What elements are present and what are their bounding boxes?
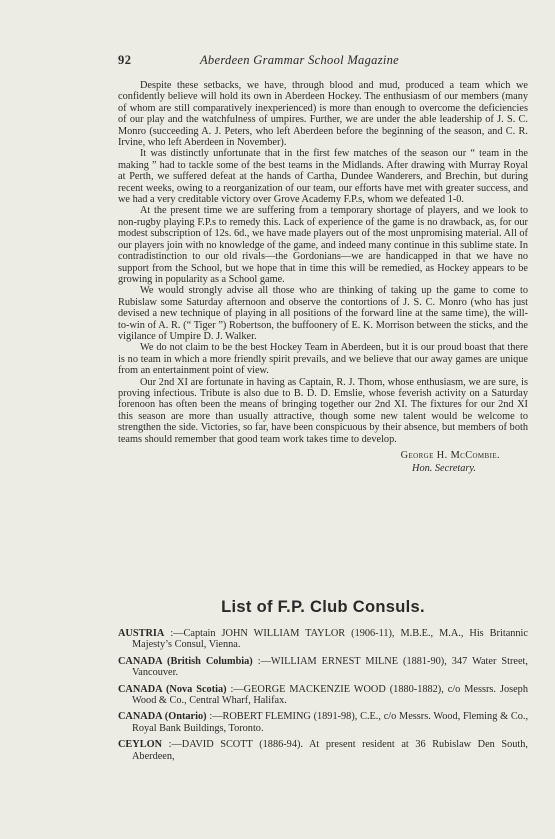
consul-details: :—Captain JOHN WILLIAM TAYLOR (1906-11), M.B.E., M.A., His Britannic Majesty’s Consul, Vienna. bbox=[132, 628, 528, 651]
list-item bbox=[118, 656, 528, 679]
paragraph: Our 2nd XI are fortunate in having as Captain, R. J. Thom, whose enthusiasm, we are sure, is proving infectious. Tribute is also due to B. D. D. Emslie, whose feverish activity on a Saturday forenoon has often been the means of bringing together our 2nd XI. The fixtures for our 2nd XI this season are more than usually attractive, though some new talent would be welcome to strengthen the side. Victories, so far, have been conspicuous by their absence, but members of both teams should remember that good team work takes time to develop. bbox=[118, 376, 528, 445]
list-item bbox=[118, 628, 528, 651]
magazine-title: Aberdeen Grammar School Magazine bbox=[200, 53, 400, 67]
consul-country: CANADA (British Columbia) bbox=[118, 655, 253, 667]
consul-details: :—GEORGE MACKENZIE WOOD (1880-1882), c/o Messrs. Joseph Wood & Co., Central Wharf, Halifax. bbox=[132, 683, 528, 707]
signature-name: George H. McCombie. bbox=[400, 450, 500, 461]
signature-block bbox=[118, 450, 528, 475]
consul-country: CEYLON bbox=[118, 739, 163, 751]
list-item bbox=[118, 711, 528, 734]
paragraph: We would strongly advise all those who are thinking of taking up the game to come to Rubislaw some Saturday afternoon and observe the contortions of J. S. C. Monro (who has just devised a new technique of playing in all positions of the forward line at the same time), the will-to-win of A. R. (“ Tiger ”) Robertson, the buffoonery of E. K. Morrison between the sticks, and the vigilance of Umpire D. J. Walker. bbox=[118, 285, 528, 342]
list-heading: List of F.P. Club Consuls. bbox=[221, 598, 425, 616]
paragraph: We do not claim to be the best Hockey Team in Aberdeen, but it is our proud boast that there is no team in which a more friendly spirit prevails, and we believe that our away games are unique from an entertainment point of view. bbox=[118, 342, 528, 377]
page-number: 92 bbox=[118, 53, 132, 67]
paragraph: At the present time we are suffering from a temporary shortage of players, and we look to non-rugby playing F.P.s to remedy this. Lack of experience of the game is no drawback, as, for our modest subscription of 12s. 6d., we have made players out of the most unpromising material. All of our players join with no knowledge of the game, and indeed many continue in this sublime state. In contradistinction to our old rivals—the Gordonians—we are handicapped in that we have no support from the School, but we hope that in time this will be remedied, as Hockey appears to be growing in popularity as a School game. bbox=[118, 205, 528, 285]
consul-details: :—DAVID SCOTT (1886-94). At present resident at 36 Rubislaw Den South, Aberdeen, bbox=[132, 739, 528, 762]
paragraph: Despite these setbacks, we have, through blood and mud, produced a team which we confidently believe will hold its own in Aberdeen Hockey. The enthusiasm of our members (many of whom are still comparatively inexperienced) is more than enough to overcome the deficiencies of our play and the watchfulness of umpires. Further, we are under the able leadership of J. S. C. Monro (succeeding A. J. Peters, who left Aberdeen before the beginning of the season, and C. R. Irvine, who left Aberdeen in November). bbox=[118, 80, 528, 149]
signature-role: Hon. Secretary. bbox=[412, 463, 476, 475]
list-item bbox=[118, 739, 528, 762]
consul-details: :—WILLIAM ERNEST MILNE (1881-90), 347 Water Street, Vancouver. bbox=[132, 655, 528, 679]
article-body bbox=[118, 80, 528, 475]
consul-country: AUSTRIA bbox=[118, 628, 165, 639]
consul-country: CANADA (Ontario) bbox=[118, 711, 207, 723]
consul-details: :—ROBERT FLEMING (1891-98), C.E., c/o Messrs. Wood, Fleming & Co., Royal Bank Buildings, Toronto. bbox=[132, 711, 529, 734]
list-item bbox=[118, 684, 528, 707]
paragraph: It was distinctly unfortunate that in the first few matches of the season our “ team in the making ” had to tackle some of the best teams in the Midlands. After drawing with Murray Royal at Perth, we suffered defeat at the hands of Cartha, Dundee Wanderers, and Brechin, but during recent weeks, owing to a reorganization of our team, our efforts have met with greater success, and we had a very creditable victory over Grove Academy F.P.s, whom we defeated 1-0. bbox=[118, 148, 528, 206]
consul-list bbox=[118, 628, 528, 767]
consul-country: CANADA (Nova Scotia) bbox=[118, 683, 227, 695]
